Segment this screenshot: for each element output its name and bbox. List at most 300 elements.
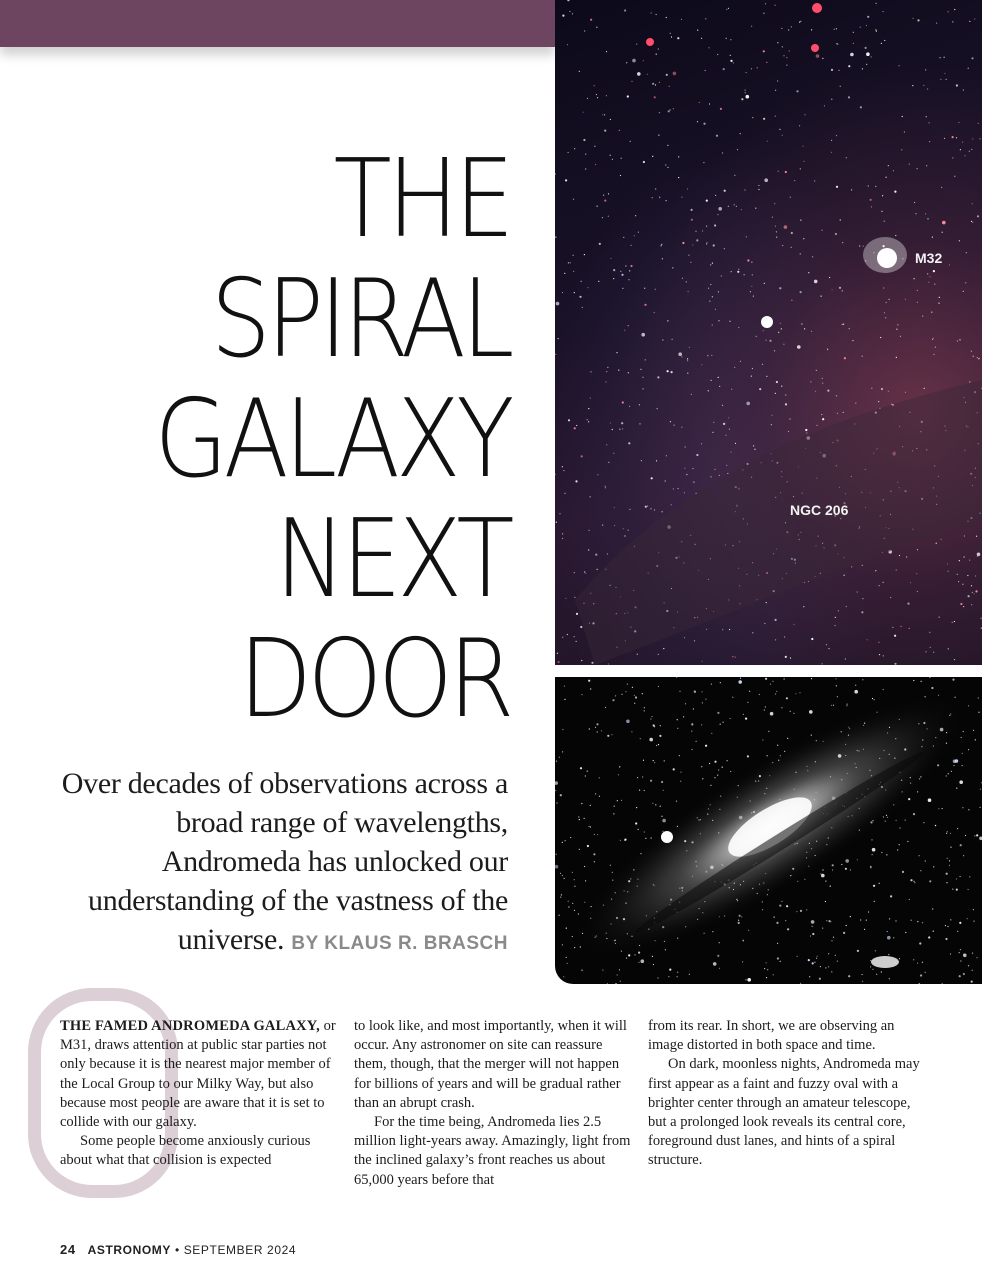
star: [706, 243, 707, 244]
star: [767, 141, 768, 142]
star: [589, 728, 590, 729]
star: [828, 648, 829, 649]
star: [730, 771, 731, 772]
star: [714, 777, 715, 778]
star: [845, 859, 849, 863]
star: [712, 296, 713, 297]
star: [566, 957, 567, 958]
star: [621, 274, 623, 276]
star: [846, 157, 847, 158]
star: [617, 800, 618, 801]
star: [561, 982, 562, 983]
star: [652, 156, 653, 157]
star: [862, 598, 863, 599]
star: [836, 43, 837, 44]
star: [940, 79, 941, 80]
star: [593, 853, 595, 855]
star: [757, 67, 758, 68]
star: [562, 292, 563, 293]
star: [701, 766, 702, 767]
star: [969, 381, 970, 382]
star: [568, 901, 569, 902]
star: [913, 959, 914, 960]
star: [654, 96, 656, 98]
star: [719, 475, 720, 476]
star: [931, 312, 932, 313]
star: [722, 629, 723, 630]
star: [932, 908, 933, 909]
star: [562, 15, 564, 17]
star: [883, 287, 884, 288]
star: [566, 928, 567, 929]
star-field: [555, 0, 982, 665]
star: [808, 272, 809, 273]
star: [619, 766, 620, 767]
star: [595, 554, 597, 556]
star: [800, 168, 801, 169]
m32-label: M32: [915, 250, 943, 266]
star: [960, 844, 962, 846]
star: [884, 312, 885, 313]
star: [650, 718, 651, 719]
star: [809, 710, 813, 714]
star: [831, 140, 832, 141]
star: [789, 418, 790, 419]
star: [933, 338, 934, 339]
star: [971, 221, 972, 222]
star: [689, 347, 690, 348]
star: [881, 211, 882, 212]
star: [821, 874, 825, 878]
star: [740, 133, 741, 134]
star: [879, 883, 880, 884]
star: [727, 760, 728, 761]
star: [613, 278, 614, 279]
star: [923, 85, 924, 86]
star: [860, 919, 861, 920]
star: [715, 195, 716, 196]
star: [917, 549, 918, 550]
star: [659, 82, 660, 83]
star: [946, 833, 947, 834]
star: [775, 693, 776, 694]
star: [789, 50, 790, 51]
star: [614, 806, 615, 807]
star: [763, 330, 764, 331]
star: [967, 918, 968, 919]
star: [663, 648, 664, 649]
star: [741, 916, 742, 917]
star: [708, 288, 709, 289]
star: [917, 921, 918, 922]
star: [980, 807, 981, 808]
star: [829, 277, 830, 278]
star: [709, 301, 710, 302]
star: [656, 460, 657, 461]
star: [602, 217, 603, 218]
star: [651, 12, 652, 13]
star: [642, 693, 643, 694]
star: [827, 390, 829, 392]
paragraph: to look like, and most importantly, when it will occur. Any astronomer on site can reassure them, though, that the merger will not happen for billions of years and will be gradual rather than an abrupt crash.: [354, 1018, 627, 1111]
star: [834, 29, 835, 30]
star: [599, 796, 600, 797]
star: [871, 206, 872, 207]
body-column-1: [60, 1017, 340, 1171]
star: [835, 617, 836, 618]
star: [699, 102, 700, 103]
star: [615, 983, 616, 984]
star: [587, 845, 589, 847]
star: [934, 284, 935, 285]
star: [581, 660, 582, 661]
star: [946, 882, 947, 883]
star: [871, 56, 872, 57]
star: [819, 978, 821, 980]
star: [974, 18, 975, 19]
star: [889, 918, 890, 919]
star: [653, 760, 654, 761]
star: [928, 936, 930, 938]
star: [620, 175, 621, 176]
star: [862, 679, 863, 680]
star: [924, 388, 925, 389]
star: [764, 968, 765, 969]
star: [578, 816, 579, 817]
star: [972, 222, 973, 223]
star: [772, 681, 773, 682]
star: [560, 873, 561, 874]
star: [959, 780, 963, 784]
star: [827, 349, 828, 350]
star: [837, 696, 838, 697]
star: [696, 454, 698, 456]
star: [742, 961, 743, 962]
star: [661, 781, 663, 783]
star: [828, 920, 830, 922]
star: [812, 256, 813, 257]
star: [612, 699, 614, 701]
star: [850, 53, 854, 57]
star: [702, 778, 703, 779]
star: [925, 69, 926, 70]
star: [642, 388, 643, 389]
star: [765, 3, 766, 4]
star: [963, 855, 964, 856]
star: [897, 324, 898, 325]
star: [719, 968, 720, 969]
star: [811, 638, 813, 640]
star: [665, 164, 666, 165]
star: [610, 119, 611, 120]
star: [642, 377, 643, 378]
star: [956, 84, 958, 86]
star: [971, 981, 973, 983]
star: [607, 983, 608, 984]
star: [871, 388, 872, 389]
star: [572, 903, 573, 904]
star: [667, 370, 669, 372]
star: [780, 961, 781, 962]
star: [587, 98, 588, 99]
star: [555, 781, 558, 785]
star: [899, 844, 900, 845]
star: [678, 177, 679, 178]
star: [909, 628, 910, 629]
star: [626, 62, 627, 63]
star: [799, 125, 800, 126]
star: [931, 687, 933, 689]
star: [634, 703, 635, 704]
star: [927, 88, 928, 89]
star: [574, 879, 575, 880]
star: [870, 199, 872, 201]
star: [785, 394, 786, 395]
star: [866, 25, 867, 26]
star: [659, 112, 660, 113]
star: [800, 983, 801, 984]
star: [777, 80, 778, 81]
star: [949, 865, 950, 866]
star: [888, 954, 889, 955]
star: [861, 611, 863, 613]
star: [568, 262, 569, 263]
star: [692, 468, 693, 469]
star: [913, 813, 915, 815]
star: [620, 981, 621, 982]
star: [769, 340, 771, 342]
star: [936, 23, 937, 24]
star: [876, 3, 877, 4]
star: [925, 213, 926, 214]
star: [585, 775, 586, 776]
star: [849, 328, 850, 329]
star: [631, 245, 632, 246]
star: [662, 819, 666, 823]
star: [562, 466, 563, 467]
star: [645, 838, 646, 839]
star: [590, 805, 591, 806]
star: [568, 906, 569, 907]
star: [896, 357, 897, 358]
star: [740, 361, 741, 362]
star: [605, 486, 606, 487]
star: [693, 708, 694, 709]
star: [919, 942, 921, 944]
star: [936, 543, 937, 544]
star: [694, 640, 695, 641]
star: [778, 171, 779, 172]
star: [714, 761, 716, 763]
star: [621, 422, 623, 424]
star: [589, 826, 590, 827]
paragraph: For the time being, Andromeda lies 2.5 million light-years away. Amazingly, light from the inclined galaxy’s front reaches us about 65,000 years before that: [354, 1114, 631, 1188]
star: [831, 99, 832, 100]
star: [684, 468, 685, 469]
star: [928, 798, 932, 802]
star: [926, 116, 927, 117]
star: [704, 933, 705, 934]
star: [955, 759, 959, 763]
star: [713, 962, 717, 966]
star: [617, 974, 618, 975]
star: [905, 932, 906, 933]
star: [899, 555, 900, 556]
star: [822, 383, 823, 384]
star: [771, 424, 772, 425]
star: [668, 110, 670, 112]
star: [722, 767, 723, 768]
star: [678, 156, 679, 157]
star: [810, 381, 811, 382]
star: [629, 270, 630, 271]
star: [659, 735, 661, 737]
star: [629, 509, 630, 510]
star: [920, 974, 922, 976]
star: [645, 359, 646, 360]
star: [791, 300, 792, 301]
star: [620, 840, 621, 841]
title-line: SPIRAL: [210, 257, 510, 382]
star: [795, 693, 796, 694]
star: [968, 749, 969, 750]
star: [741, 98, 743, 100]
star: [728, 206, 729, 207]
star: [960, 149, 961, 150]
star: [632, 59, 636, 63]
star: [933, 270, 935, 272]
star: [595, 164, 596, 165]
star: [832, 864, 834, 866]
star: [729, 629, 730, 630]
star: [958, 581, 959, 582]
star: [604, 114, 605, 115]
star: [797, 345, 801, 349]
star: [977, 215, 979, 217]
star: [667, 320, 668, 321]
star: [978, 712, 979, 713]
star: [776, 691, 777, 692]
star: [779, 129, 780, 130]
star: [585, 573, 586, 574]
star: [945, 938, 947, 940]
star: [726, 9, 727, 10]
star: [968, 889, 969, 890]
star: [666, 17, 667, 18]
star: [776, 237, 777, 238]
star: [635, 215, 636, 216]
star: [951, 771, 952, 772]
star: [776, 381, 778, 383]
star: [651, 716, 652, 717]
star: [627, 684, 628, 685]
star: [662, 511, 663, 512]
star: [746, 72, 747, 73]
star: [962, 753, 963, 754]
star: [836, 395, 837, 396]
star: [647, 506, 648, 507]
star: [657, 977, 658, 978]
star: [836, 135, 837, 136]
star: [932, 339, 933, 340]
star: [720, 682, 721, 683]
star: [841, 864, 842, 865]
star: [971, 149, 972, 150]
star: [949, 264, 950, 265]
star: [867, 639, 868, 640]
star: [980, 789, 981, 790]
star: [666, 200, 667, 201]
star: [711, 733, 712, 734]
star: [875, 570, 876, 571]
star: [685, 703, 686, 704]
star: [673, 72, 677, 76]
star: [947, 926, 948, 927]
star: [835, 678, 836, 679]
star: [765, 706, 766, 707]
star: [884, 221, 885, 222]
star: [933, 931, 934, 932]
star: [910, 582, 911, 583]
star: [624, 535, 625, 536]
star: [894, 663, 896, 665]
star: [640, 738, 641, 739]
star: [901, 626, 902, 627]
star: [939, 297, 940, 298]
star: [667, 167, 668, 168]
star: [947, 858, 948, 859]
star: [899, 827, 900, 828]
star: [585, 168, 586, 169]
star: [567, 634, 568, 635]
star: [606, 95, 607, 96]
star: [702, 661, 703, 662]
star: [582, 307, 583, 308]
star: [876, 31, 877, 32]
star: [815, 391, 816, 392]
star: [562, 944, 563, 945]
star: [812, 962, 814, 964]
star: [900, 336, 901, 337]
star: [850, 869, 851, 870]
star: [776, 922, 778, 924]
star: [766, 602, 767, 603]
star: [684, 492, 685, 493]
star: [603, 195, 604, 196]
star: [555, 474, 556, 475]
star: [647, 74, 648, 75]
star: [625, 265, 626, 266]
star: [711, 380, 712, 381]
star: [730, 718, 731, 719]
star: [639, 404, 640, 405]
star: [914, 202, 915, 203]
star: [591, 662, 593, 664]
star: [677, 728, 678, 729]
star: [959, 975, 961, 977]
star: [894, 191, 896, 193]
star: [942, 221, 946, 225]
star: [894, 635, 896, 637]
star: [624, 9, 626, 11]
star: [654, 312, 655, 313]
star: [962, 765, 963, 766]
star: [880, 337, 881, 338]
star: [965, 155, 966, 156]
star: [677, 976, 678, 977]
star: [608, 216, 609, 217]
star: [803, 238, 804, 239]
